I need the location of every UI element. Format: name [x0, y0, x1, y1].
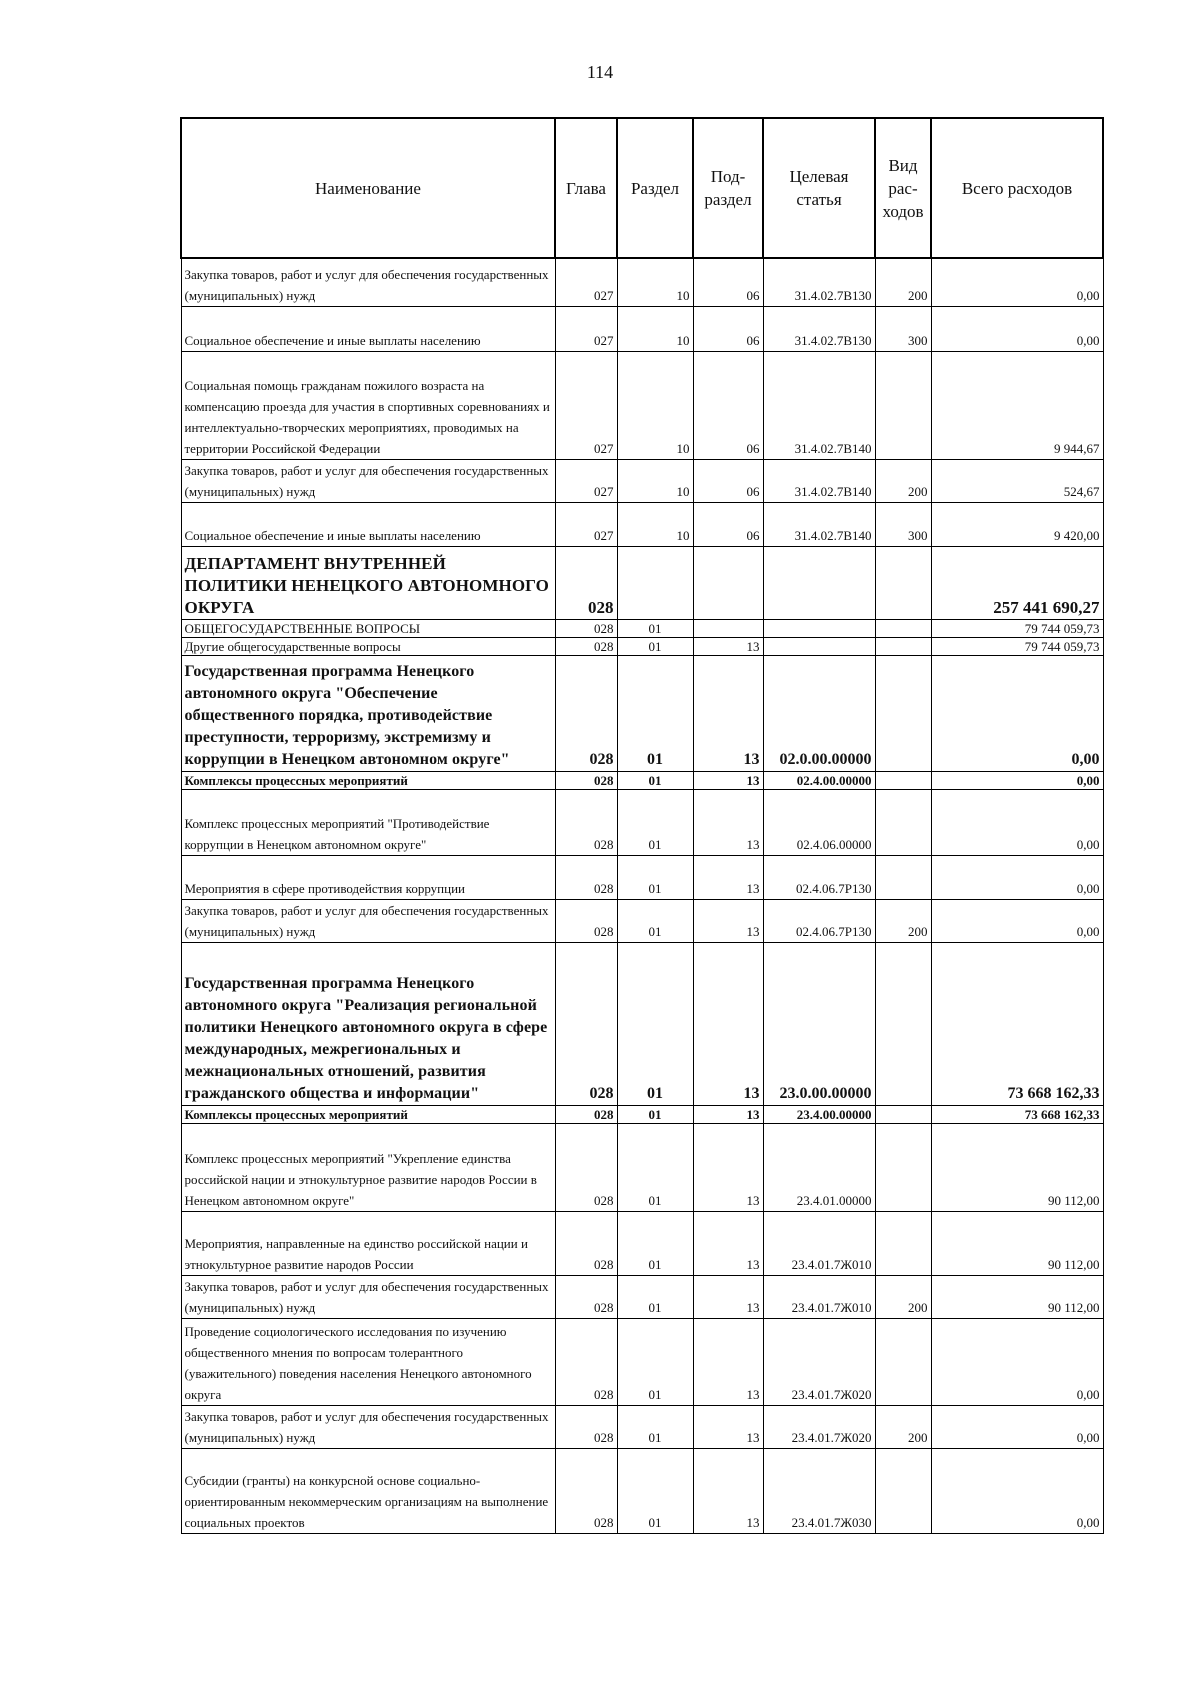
row-total: 79 744 059,73: [931, 619, 1103, 637]
row-total: 0,00: [931, 258, 1103, 306]
header-row: [181, 118, 1103, 258]
row-glava: 028: [555, 546, 617, 619]
table-row: [181, 502, 1103, 546]
row-razdel: 10: [617, 351, 693, 459]
row-podrazdel: 13: [693, 789, 763, 855]
row-podrazdel: [693, 619, 763, 637]
header-podrazdel-line1: Под-: [710, 167, 746, 186]
row-name: Мероприятия в сфере противодействия коррупции: [181, 855, 555, 899]
row-name: Социальная помощь гражданам пожилого возраста на компенсацию проезда для участия в спортивных соревнованиях и интеллектуально-творческих мероприятиях, проводимых на территории Российской Федерации: [181, 351, 555, 459]
row-glava: 028: [555, 1405, 617, 1448]
table-row: [181, 619, 1103, 637]
row-vid: [875, 1318, 931, 1405]
row-name: Закупка товаров, работ и услуг для обеспечения государственных (муниципальных) нужд: [181, 459, 555, 502]
row-razdel: 01: [617, 655, 693, 771]
row-glava: 028: [555, 899, 617, 942]
row-vid: 200: [875, 1405, 931, 1448]
row-vid: [875, 655, 931, 771]
row-glava: 028: [555, 789, 617, 855]
row-total: 90 112,00: [931, 1211, 1103, 1275]
table-row: [181, 789, 1103, 855]
row-podrazdel: 06: [693, 502, 763, 546]
row-razdel: 01: [617, 1318, 693, 1405]
row-statya: 23.4.01.00000: [763, 1123, 875, 1211]
row-statya: 23.4.00.00000: [763, 1105, 875, 1123]
row-glava: 028: [555, 1275, 617, 1318]
row-glava: 028: [555, 771, 617, 789]
row-glava: 027: [555, 306, 617, 351]
row-total: 0,00: [931, 899, 1103, 942]
row-total: 0,00: [931, 1448, 1103, 1533]
row-glava: 027: [555, 351, 617, 459]
table-row: [181, 1275, 1103, 1318]
row-vid: [875, 789, 931, 855]
row-statya: 31.4.02.7В140: [763, 459, 875, 502]
row-statya: 02.4.06.7Р130: [763, 855, 875, 899]
row-razdel: 01: [617, 637, 693, 655]
row-name: Государственная программа Ненецкого автономного округа "Реализация региональной политики Ненецкого автономного округа в сфере международных, межрегиональных и межнациональных отношений, развития гражданского общества и информации": [181, 942, 555, 1105]
row-total: 0,00: [931, 655, 1103, 771]
header-statya-line1: Целевая: [789, 167, 849, 186]
row-statya: 23.4.01.7Ж020: [763, 1405, 875, 1448]
row-vid: [875, 619, 931, 637]
row-razdel: 01: [617, 1448, 693, 1533]
row-vid: [875, 1211, 931, 1275]
table-row: [181, 351, 1103, 459]
row-razdel: 10: [617, 502, 693, 546]
row-name: Комплекс процессных мероприятий "Противодействие коррупции в Ненецком автономном округе": [181, 789, 555, 855]
row-vid: [875, 546, 931, 619]
row-razdel: 01: [617, 942, 693, 1105]
row-razdel: 10: [617, 459, 693, 502]
row-podrazdel: 13: [693, 655, 763, 771]
row-statya: [763, 637, 875, 655]
table-row: [181, 1105, 1103, 1123]
row-razdel: 01: [617, 1275, 693, 1318]
row-glava: 027: [555, 258, 617, 306]
table-row: [181, 459, 1103, 502]
row-vid: [875, 942, 931, 1105]
row-glava: 028: [555, 942, 617, 1105]
row-name: Государственная программа Ненецкого автономного округа "Обеспечение общественного порядка, противодействие преступности, терроризму, экстремизму и коррупции в Ненецком автономном округе": [181, 655, 555, 771]
row-podrazdel: 13: [693, 1105, 763, 1123]
row-vid: 300: [875, 502, 931, 546]
row-vid: [875, 637, 931, 655]
row-statya: 23.4.01.7Ж020: [763, 1318, 875, 1405]
row-podrazdel: 06: [693, 258, 763, 306]
row-statya: 31.4.02.7В130: [763, 306, 875, 351]
table-row: [181, 1405, 1103, 1448]
header-statya-line2: статья: [796, 190, 842, 209]
row-total: 73 668 162,33: [931, 942, 1103, 1105]
row-podrazdel: 13: [693, 855, 763, 899]
row-total: 73 668 162,33: [931, 1105, 1103, 1123]
row-glava: 028: [555, 1123, 617, 1211]
row-total: 90 112,00: [931, 1275, 1103, 1318]
row-total: 90 112,00: [931, 1123, 1103, 1211]
table-row: [181, 1123, 1103, 1211]
row-razdel: 01: [617, 1105, 693, 1123]
row-podrazdel: 13: [693, 1211, 763, 1275]
row-razdel: 01: [617, 1405, 693, 1448]
row-statya: 31.4.02.7В140: [763, 351, 875, 459]
row-name: Социальное обеспечение и иные выплаты населению: [181, 502, 555, 546]
header-total: Всего расходов: [931, 118, 1103, 258]
row-name: Субсидии (гранты) на конкурсной основе социально-ориентированным некоммерческим организациям на выполнение социальных проектов: [181, 1448, 555, 1533]
row-statya: [763, 619, 875, 637]
row-name: Другие общегосударственные вопросы: [181, 637, 555, 655]
row-glava: 027: [555, 459, 617, 502]
row-total: 9 420,00: [931, 502, 1103, 546]
row-name: Закупка товаров, работ и услуг для обеспечения государственных (муниципальных) нужд: [181, 258, 555, 306]
row-glava: 028: [555, 855, 617, 899]
row-razdel: 01: [617, 789, 693, 855]
row-vid: 200: [875, 1275, 931, 1318]
row-razdel: 01: [617, 619, 693, 637]
header-glava: Глава: [555, 118, 617, 258]
header-vid: [875, 118, 931, 258]
row-total: 257 441 690,27: [931, 546, 1103, 619]
page-number: 114: [586, 62, 614, 82]
row-podrazdel: 13: [693, 637, 763, 655]
table-row: [181, 258, 1103, 306]
row-podrazdel: 06: [693, 306, 763, 351]
row-podrazdel: 13: [693, 1275, 763, 1318]
row-razdel: 10: [617, 306, 693, 351]
header-vid-line3: ходов: [882, 201, 924, 221]
table-row: [181, 546, 1103, 619]
row-razdel: 01: [617, 1123, 693, 1211]
header-vid-line1: Вид: [888, 155, 918, 175]
header-podrazdel-line2: раздел: [704, 190, 752, 209]
row-razdel: 01: [617, 899, 693, 942]
row-glava: 028: [555, 637, 617, 655]
table-row: [181, 306, 1103, 351]
row-vid: 200: [875, 899, 931, 942]
table-row: [181, 899, 1103, 942]
row-statya: 31.4.02.7В140: [763, 502, 875, 546]
row-statya: 02.0.00.00000: [763, 655, 875, 771]
row-vid: 200: [875, 459, 931, 502]
row-vid: 300: [875, 306, 931, 351]
header-podrazdel: [693, 118, 763, 258]
row-statya: 23.4.01.7Ж010: [763, 1211, 875, 1275]
row-name: Социальное обеспечение и иные выплаты населению: [181, 306, 555, 351]
row-total: 79 744 059,73: [931, 637, 1103, 655]
table-row: [181, 1448, 1103, 1533]
header-name: Наименование: [181, 118, 555, 258]
row-total: 0,00: [931, 1318, 1103, 1405]
row-total: 0,00: [931, 306, 1103, 351]
row-glava: 028: [555, 1105, 617, 1123]
header-statya: [763, 118, 875, 258]
row-podrazdel: 13: [693, 1318, 763, 1405]
row-name: Закупка товаров, работ и услуг для обеспечения государственных (муниципальных) нужд: [181, 1405, 555, 1448]
row-statya: 02.4.06.00000: [763, 789, 875, 855]
table-row: [181, 655, 1103, 771]
row-razdel: 01: [617, 855, 693, 899]
row-total: 524,67: [931, 459, 1103, 502]
row-podrazdel: 06: [693, 351, 763, 459]
header-razdel: Раздел: [617, 118, 693, 258]
row-podrazdel: 13: [693, 771, 763, 789]
row-total: 0,00: [931, 789, 1103, 855]
row-podrazdel: 13: [693, 942, 763, 1105]
row-vid: [875, 1105, 931, 1123]
row-name: ДЕПАРТАМЕНТ ВНУТРЕННЕЙ ПОЛИТИКИ НЕНЕЦКОГО АВТОНОМНОГО ОКРУГА: [181, 546, 555, 619]
row-vid: [875, 771, 931, 789]
row-podrazdel: 06: [693, 459, 763, 502]
row-glava: 028: [555, 1211, 617, 1275]
row-statya: 31.4.02.7В130: [763, 258, 875, 306]
row-total: 0,00: [931, 1405, 1103, 1448]
row-razdel: 01: [617, 1211, 693, 1275]
budget-table: [180, 117, 1104, 1534]
row-name: Закупка товаров, работ и услуг для обеспечения государственных (муниципальных) нужд: [181, 1275, 555, 1318]
row-statya: 23.0.00.00000: [763, 942, 875, 1105]
row-total: 9 944,67: [931, 351, 1103, 459]
row-razdel: [617, 546, 693, 619]
table-row: [181, 1211, 1103, 1275]
row-razdel: 10: [617, 258, 693, 306]
row-glava: 028: [555, 619, 617, 637]
row-podrazdel: 13: [693, 1123, 763, 1211]
row-vid: 200: [875, 258, 931, 306]
row-vid: [875, 1448, 931, 1533]
header-vid-line2: рас-: [888, 178, 918, 198]
row-podrazdel: 13: [693, 1405, 763, 1448]
row-statya: 23.4.01.7Ж010: [763, 1275, 875, 1318]
row-name: Проведение социологического исследования по изучению общественного мнения по вопросам толерантного (уважительного) поведения населения Ненецкого автономного округа: [181, 1318, 555, 1405]
row-vid: [875, 351, 931, 459]
table-row: [181, 1318, 1103, 1405]
row-name: Мероприятия, направленные на единство российской нации и этнокультурное развитие народов России: [181, 1211, 555, 1275]
row-podrazdel: 13: [693, 1448, 763, 1533]
row-vid: [875, 1123, 931, 1211]
row-name: Комплекс процессных мероприятий "Укрепление единства российской нации и этнокультурное развитие народов России в Ненецком автономном округе": [181, 1123, 555, 1211]
table-row: [181, 942, 1103, 1105]
row-total: 0,00: [931, 771, 1103, 789]
row-total: 0,00: [931, 855, 1103, 899]
row-name: Закупка товаров, работ и услуг для обеспечения государственных (муниципальных) нужд: [181, 899, 555, 942]
row-statya: [763, 546, 875, 619]
row-vid: [875, 855, 931, 899]
row-razdel: 01: [617, 771, 693, 789]
row-glava: 028: [555, 1448, 617, 1533]
table-row: [181, 855, 1103, 899]
row-name: Комплексы процессных мероприятий: [181, 771, 555, 789]
row-podrazdel: [693, 546, 763, 619]
row-statya: 23.4.01.7Ж030: [763, 1448, 875, 1533]
row-name: Комплексы процессных мероприятий: [181, 1105, 555, 1123]
row-statya: 02.4.06.7Р130: [763, 899, 875, 942]
table-row: [181, 637, 1103, 655]
row-podrazdel: 13: [693, 899, 763, 942]
row-statya: 02.4.00.00000: [763, 771, 875, 789]
row-glava: 027: [555, 502, 617, 546]
table-row: [181, 771, 1103, 789]
row-glava: 028: [555, 1318, 617, 1405]
row-glava: 028: [555, 655, 617, 771]
row-name: ОБЩЕГОСУДАРСТВЕННЫЕ ВОПРОСЫ: [181, 619, 555, 637]
